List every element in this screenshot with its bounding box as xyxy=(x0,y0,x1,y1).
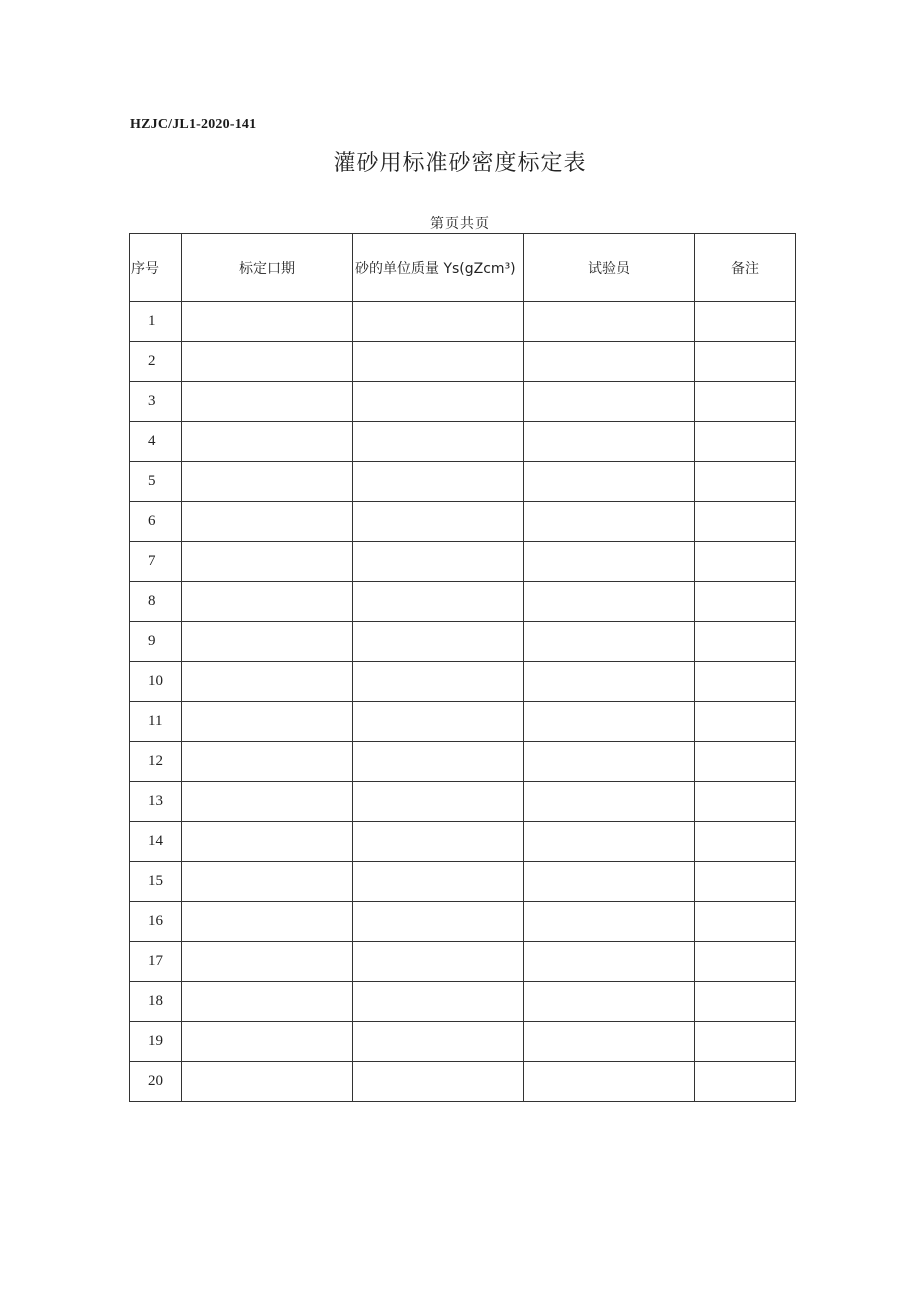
tester-cell[interactable] xyxy=(524,582,695,622)
calibration-date-cell[interactable] xyxy=(182,502,353,542)
calibration-date-cell[interactable] xyxy=(182,382,353,422)
tester-cell[interactable] xyxy=(524,702,695,742)
tester-cell[interactable] xyxy=(524,742,695,782)
sand-unit-mass-cell[interactable] xyxy=(353,982,524,1022)
calibration-date-cell[interactable] xyxy=(182,302,353,342)
table-row xyxy=(130,542,796,582)
calibration-date-cell[interactable] xyxy=(182,582,353,622)
seq-cell: 8 xyxy=(130,582,182,622)
tester-cell[interactable] xyxy=(524,662,695,702)
table-row xyxy=(130,862,796,902)
sand-unit-mass-cell[interactable] xyxy=(353,862,524,902)
seq-cell: 15 xyxy=(130,862,182,902)
remarks-cell[interactable] xyxy=(695,302,796,342)
sand-unit-mass-cell[interactable] xyxy=(353,782,524,822)
seq-cell: 2 xyxy=(130,342,182,382)
remarks-cell[interactable] xyxy=(695,862,796,902)
remarks-cell[interactable] xyxy=(695,622,796,662)
calibration-date-cell[interactable] xyxy=(182,662,353,702)
tester-cell[interactable] xyxy=(524,1062,695,1102)
sand-unit-mass-cell[interactable] xyxy=(353,702,524,742)
calibration-date-cell[interactable] xyxy=(182,942,353,982)
sand-unit-mass-cell[interactable] xyxy=(353,1022,524,1062)
seq-cell: 16 xyxy=(130,902,182,942)
remarks-cell[interactable] xyxy=(695,342,796,382)
tester-cell[interactable] xyxy=(524,342,695,382)
calibration-date-cell[interactable] xyxy=(182,422,353,462)
seq-cell: 1 xyxy=(130,302,182,342)
remarks-cell[interactable] xyxy=(695,382,796,422)
sand-unit-mass-cell[interactable] xyxy=(353,822,524,862)
sand-unit-mass-cell[interactable] xyxy=(353,742,524,782)
column-header-tester: 试验员 xyxy=(524,234,695,302)
seq-cell: 10 xyxy=(130,662,182,702)
seq-cell: 3 xyxy=(130,382,182,422)
table-row xyxy=(130,502,796,542)
remarks-cell[interactable] xyxy=(695,502,796,542)
table-row xyxy=(130,742,796,782)
calibration-date-cell[interactable] xyxy=(182,742,353,782)
remarks-cell[interactable] xyxy=(695,542,796,582)
calibration-date-cell[interactable] xyxy=(182,622,353,662)
sand-unit-mass-cell[interactable] xyxy=(353,582,524,622)
remarks-cell[interactable] xyxy=(695,1022,796,1062)
document-code: HZJC/JL1-2020-141 xyxy=(130,117,257,132)
table-row xyxy=(130,1022,796,1062)
calibration-date-cell[interactable] xyxy=(182,1022,353,1062)
seq-cell: 17 xyxy=(130,942,182,982)
tester-cell[interactable] xyxy=(524,382,695,422)
remarks-cell[interactable] xyxy=(695,662,796,702)
remarks-cell[interactable] xyxy=(695,702,796,742)
table-row xyxy=(130,822,796,862)
tester-cell[interactable] xyxy=(524,542,695,582)
remarks-cell[interactable] xyxy=(695,422,796,462)
table-row xyxy=(130,622,796,662)
table-row xyxy=(130,382,796,422)
seq-cell: 18 xyxy=(130,982,182,1022)
seq-cell: 14 xyxy=(130,822,182,862)
sand-unit-mass-cell[interactable] xyxy=(353,1062,524,1102)
tester-cell[interactable] xyxy=(524,422,695,462)
calibration-date-cell[interactable] xyxy=(182,342,353,382)
remarks-cell[interactable] xyxy=(695,902,796,942)
column-header-remarks: 备注 xyxy=(695,234,796,302)
calibration-date-cell[interactable] xyxy=(182,702,353,742)
remarks-cell[interactable] xyxy=(695,982,796,1022)
tester-cell[interactable] xyxy=(524,502,695,542)
sand-unit-mass-cell[interactable] xyxy=(353,462,524,502)
remarks-cell[interactable] xyxy=(695,742,796,782)
sand-unit-mass-cell[interactable] xyxy=(353,382,524,422)
seq-cell: 7 xyxy=(130,542,182,582)
tester-cell[interactable] xyxy=(524,902,695,942)
calibration-date-cell[interactable] xyxy=(182,862,353,902)
sand-unit-mass-cell[interactable] xyxy=(353,302,524,342)
sand-unit-mass-cell[interactable] xyxy=(353,542,524,582)
table-row xyxy=(130,462,796,502)
table-row xyxy=(130,342,796,382)
seq-cell: 12 xyxy=(130,742,182,782)
tester-cell[interactable] xyxy=(524,822,695,862)
table-header-row xyxy=(130,234,796,302)
seq-cell: 4 xyxy=(130,422,182,462)
sand-unit-mass-cell[interactable] xyxy=(353,422,524,462)
table-row xyxy=(130,1062,796,1102)
table-body xyxy=(130,302,796,1102)
calibration-date-cell[interactable] xyxy=(182,462,353,502)
tester-cell[interactable] xyxy=(524,982,695,1022)
sand-unit-mass-cell[interactable] xyxy=(353,622,524,662)
calibration-date-cell[interactable] xyxy=(182,982,353,1022)
seq-cell: 11 xyxy=(130,702,182,742)
table-row xyxy=(130,942,796,982)
calibration-date-cell[interactable] xyxy=(182,822,353,862)
remarks-cell[interactable] xyxy=(695,462,796,502)
sand-unit-mass-cell[interactable] xyxy=(353,662,524,702)
table-row xyxy=(130,302,796,342)
calibration-date-cell[interactable] xyxy=(182,1062,353,1102)
tester-cell[interactable] xyxy=(524,302,695,342)
tester-cell[interactable] xyxy=(524,862,695,902)
remarks-cell[interactable] xyxy=(695,942,796,982)
tester-cell[interactable] xyxy=(524,942,695,982)
seq-cell: 6 xyxy=(130,502,182,542)
tester-cell[interactable] xyxy=(524,622,695,662)
column-header-seq: 序号 xyxy=(130,234,182,302)
seq-cell: 19 xyxy=(130,1022,182,1062)
column-header-sand-unit-mass: 砂的单位质量 Ys(gZcm³) xyxy=(353,234,524,302)
seq-cell: 9 xyxy=(130,622,182,662)
calibration-table xyxy=(129,233,796,1102)
sand-unit-mass-cell[interactable] xyxy=(353,342,524,382)
remarks-cell[interactable] xyxy=(695,822,796,862)
document-title: 灌砂用标准砂密度标定表 xyxy=(333,151,587,176)
tester-cell[interactable] xyxy=(524,782,695,822)
calibration-date-cell[interactable] xyxy=(182,542,353,582)
page-info: 第页共页 xyxy=(430,216,490,232)
table-row xyxy=(130,662,796,702)
seq-cell: 20 xyxy=(130,1062,182,1102)
table-row xyxy=(130,782,796,822)
sand-unit-mass-cell[interactable] xyxy=(353,502,524,542)
table-row xyxy=(130,582,796,622)
remarks-cell[interactable] xyxy=(695,1062,796,1102)
table-row xyxy=(130,902,796,942)
calibration-date-cell[interactable] xyxy=(182,902,353,942)
remarks-cell[interactable] xyxy=(695,582,796,622)
remarks-cell[interactable] xyxy=(695,782,796,822)
table-row xyxy=(130,702,796,742)
table-row xyxy=(130,422,796,462)
seq-cell: 5 xyxy=(130,462,182,502)
table-row xyxy=(130,982,796,1022)
column-header-calibration-date: 标定口期 xyxy=(182,234,353,302)
sand-unit-mass-cell[interactable] xyxy=(353,942,524,982)
tester-cell[interactable] xyxy=(524,462,695,502)
seq-cell: 13 xyxy=(130,782,182,822)
tester-cell[interactable] xyxy=(524,1022,695,1062)
calibration-date-cell[interactable] xyxy=(182,782,353,822)
sand-unit-mass-cell[interactable] xyxy=(353,902,524,942)
